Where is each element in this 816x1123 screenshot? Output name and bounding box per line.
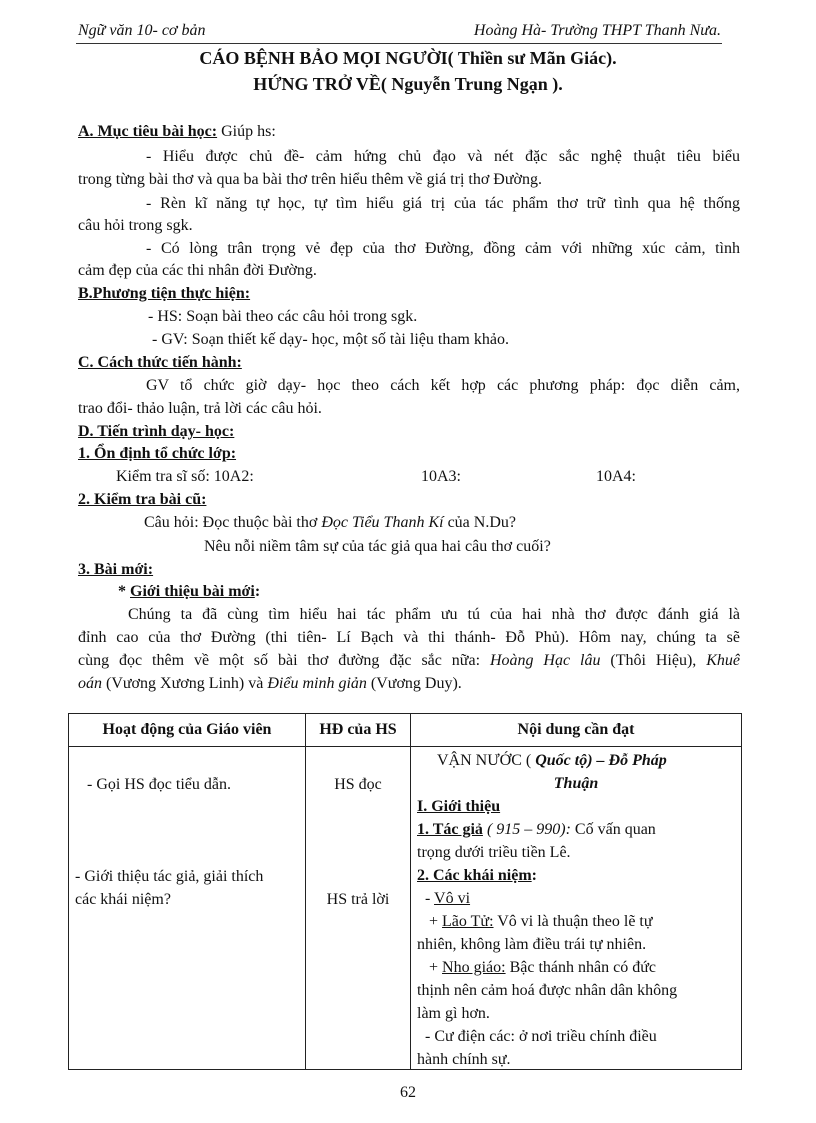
page-number: 62 <box>400 1084 416 1101</box>
student-activity-2: HS trả lời <box>326 891 390 908</box>
section-a-line3: - Rèn kĩ năng tự học, tự tìm hiểu giá trị của tác phẩm thơ trữ tình qua hệ thống <box>146 195 740 212</box>
section-d3-heading: 3. Bài mới: <box>78 561 154 578</box>
section-c-line2: trao đổi- thảo luận, trả lời các câu hỏi. <box>78 400 322 417</box>
class-10a3: 10A3: <box>421 468 461 485</box>
author-desc: Cố vấn quan <box>570 821 656 838</box>
intro-paragraph-line1: Chúng ta đã cùng tìm hiểu hai tác phẩm ưu tú của hai nhà thơ được đánh giá là <box>128 606 740 623</box>
section-b-heading: B.Phương tiện thực hiện: <box>78 285 251 302</box>
lao-tu-line2: nhiên, không làm điều trái tự nhiên. <box>417 936 647 953</box>
question1-poem: Đọc Tiểu Thanh Kí <box>321 514 444 531</box>
section-a-intro: Giúp hs: <box>217 123 276 140</box>
lesson-table <box>68 713 742 1070</box>
author-line1 <box>417 818 656 841</box>
author-years: ( 915 – 990): <box>482 821 571 838</box>
concepts-heading: 2. Các khái niệm <box>417 867 532 884</box>
poem-title-line2: Thuận <box>553 775 599 792</box>
intro-heading-colon: : <box>254 583 261 600</box>
teacher-activity-2a: - Giới thiệu tác giả, giải thích <box>75 868 264 885</box>
column-header-student: HĐ của HS <box>306 714 411 747</box>
section-b-line1: - HS: Soạn bài theo các câu hỏi trong sgk. <box>148 308 418 325</box>
intro-paragraph-line2: đỉnh cao của thơ Đường (thi tiên- Lí Bạch và thi thánh- Đỗ Phủ). Hôm nay, chúng ta sẽ <box>78 629 740 646</box>
teacher-activity-cell <box>69 747 306 1070</box>
section-a-line2: trong từng bài thơ và qua ba bài thơ trên hiểu thêm về giá trị thơ Đường. <box>78 171 542 188</box>
intro-paragraph-line3 <box>78 649 740 673</box>
header-subject: Ngữ văn 10- cơ bản <box>78 22 206 39</box>
page-title-line2: HỨNG TRỞ VỀ( Nguyễn Trung Ngạn ). <box>253 74 563 94</box>
concepts-heading-line <box>417 864 537 887</box>
teacher-activity-2b: các khái niệm? <box>75 891 171 908</box>
nho-giao-line1 <box>429 956 656 979</box>
lao-tu-label: Lão Tử: <box>442 913 494 930</box>
section-d-heading: D. Tiến trình dạy- học: <box>78 423 235 440</box>
student-activity-cell <box>306 747 411 1070</box>
question1-author: của N.Du? <box>443 514 516 531</box>
intro-p4-author2: (Vương Xương Linh) và <box>102 675 268 692</box>
nho-giao-line2: thịnh nên cảm hoá được nhân dân không <box>417 982 678 999</box>
author-line2: trọng dưới triều tiền Lê. <box>417 844 571 861</box>
intro-star: * <box>118 583 130 600</box>
intro-p3-poem1: Hoàng Hạc lâu <box>489 652 601 669</box>
section-a-line5: - Có lòng trân trọng vẻ đẹp của thơ Đường, đồng cảm với những xúc cảm, tình <box>146 240 740 257</box>
section-a-heading: A. Mục tiêu bài học: <box>78 123 218 140</box>
concept-vo-vi: Vô vi <box>434 890 471 907</box>
section-c-heading: C. Cách thức tiến hành: <box>78 354 242 371</box>
concept-vo-vi-line <box>425 887 470 910</box>
header-rule <box>76 43 722 44</box>
page-title-line1: CÁO BỆNH BẢO MỌI NGƯỜI( Thiền sư Mãn Giác). <box>199 48 617 68</box>
intro-paragraph-line4 <box>78 672 740 696</box>
intro-heading-text: Giới thiệu bài mới <box>130 583 255 600</box>
section-d2-heading: 2. Kiểm tra bài cũ: <box>78 491 207 508</box>
section-a-line1: - Hiểu được chủ đề- cảm hứng chủ đạo và nét đặc sắc nghệ thuật tiêu biểu <box>146 148 740 165</box>
question1-text: Câu hỏi: Đọc thuộc bài thơ <box>144 514 322 531</box>
old-lesson-question2: Nêu nỗi niềm tâm sự của tác giả qua hai câu thơ cuối? <box>204 538 551 555</box>
section-a-heading-line <box>78 120 740 144</box>
poem-title-a: VẬN NƯỚC ( <box>437 752 536 769</box>
table-row <box>69 747 742 1070</box>
nho-giao-text: Bậc thánh nhân có đức <box>505 959 656 976</box>
student-activity-1: HS đọc <box>334 776 382 793</box>
class-10a4: 10A4: <box>596 468 636 485</box>
teacher-activity-1: - Gọi HS đọc tiểu dẫn. <box>87 776 231 793</box>
content-cell <box>411 747 742 1070</box>
column-header-teacher: Hoạt động của Giáo viên <box>69 714 306 747</box>
concept-vo-vi-dash: - <box>425 890 435 907</box>
intro-p4-author3: (Vương Duy). <box>366 675 462 692</box>
section-d1-heading: 1. Ổn định tổ chức lớp: <box>78 445 237 462</box>
poem-title-line1 <box>437 749 667 772</box>
table-header-row <box>69 714 742 747</box>
new-lesson-intro-heading <box>118 580 780 604</box>
intro-p3-poem2: Khuê <box>706 652 741 669</box>
nho-giao-line3: làm gì hơn. <box>417 1005 490 1022</box>
class-check-label: Kiểm tra sĩ số: 10A2: <box>116 468 254 485</box>
poem-title-b: Quốc tộ) – Đỗ Pháp <box>535 752 667 769</box>
content-section-intro: I. Giới thiệu <box>417 798 501 815</box>
section-b-line2: - GV: Soạn thiết kế dạy- học, một số tài liệu tham khảo. <box>152 331 509 348</box>
lao-tu-plus: + <box>429 913 443 930</box>
old-lesson-question1 <box>144 511 806 535</box>
lao-tu-text: Vô vi là thuận theo lẽ tự <box>493 913 653 930</box>
cu-dien-cac-line1: - Cư điện các: ở nơi triều chính điều <box>425 1028 657 1045</box>
section-a-line6: cảm đẹp của các thi nhân đời Đường. <box>78 262 317 279</box>
nho-giao-label: Nho giáo: <box>442 959 506 976</box>
header-author: Hoàng Hà- Trường THPT Thanh Nưa. <box>473 22 721 39</box>
intro-p3-author1: (Thôi Hiệu), <box>600 652 707 669</box>
section-c-line1: GV tổ chức giờ dạy- học theo cách kết hợp các phương pháp: đọc diễn cảm, <box>146 377 740 394</box>
nho-giao-plus: + <box>429 959 443 976</box>
intro-p4-poem3: Điểu minh giản <box>267 675 367 692</box>
intro-p4-poem2: oán <box>78 675 102 692</box>
author-label: 1. Tác giả <box>417 821 483 838</box>
concepts-colon: : <box>531 867 537 884</box>
section-a-line4: câu hỏi trong sgk. <box>78 217 193 234</box>
cu-dien-cac-line2: hành chính sự. <box>417 1051 511 1068</box>
intro-p3-text: cùng đọc thêm về một số bài thơ đường đặc sắc nữa: <box>78 652 490 669</box>
column-header-content: Nội dung cần đạt <box>411 714 742 747</box>
lao-tu-line1 <box>429 910 653 933</box>
